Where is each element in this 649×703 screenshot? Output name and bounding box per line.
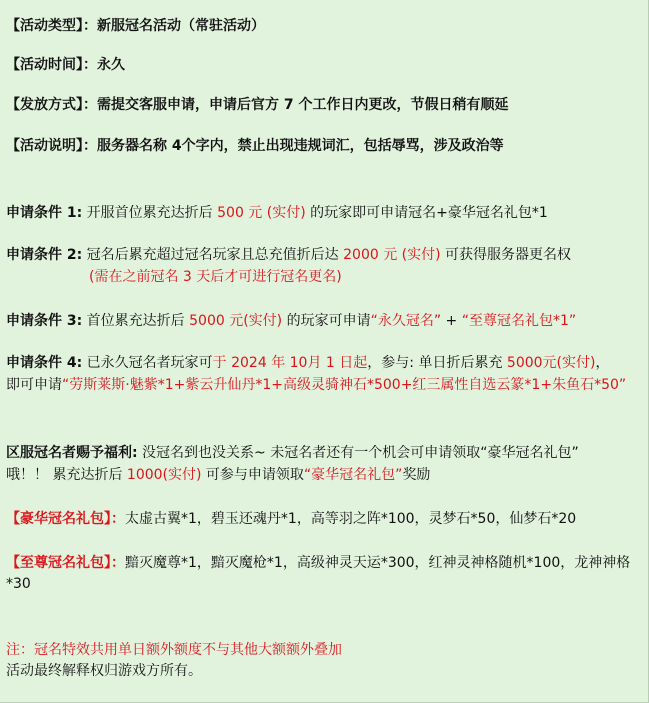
condition-4-cont bbox=[6, 375, 642, 396]
welfare-text-d: 奖励 bbox=[402, 467, 431, 483]
welfare-text-a: 没冠名到也没关系~ 未冠名者还有一个机会可申请领取“豪华冠名礼包” bbox=[137, 445, 579, 461]
final-note: 活动最终解释权归游戏方所有。 bbox=[6, 663, 202, 679]
condition-1 bbox=[6, 203, 642, 224]
condition-4-rewards: “劳斯莱斯·魅紫*1+紫云升仙丹*1+高级灵骑神石*500+红三属性自选云篆*1+朱鱼石*50” bbox=[62, 377, 627, 393]
issue-method-label: 【发放方式】： bbox=[6, 97, 97, 113]
activity-type-value: 新服冠名活动（常驻活动） bbox=[97, 18, 265, 34]
welfare-text-c: 可参与申请领取 bbox=[201, 467, 304, 483]
condition-4-date: 于 2024 年 10月 1 日起 bbox=[212, 355, 368, 371]
condition-4-amount: 5000元(实付) bbox=[506, 355, 596, 371]
condition-4-text-b: ，参与: 单日折后累充 bbox=[367, 355, 507, 371]
condition-2-text-a: 冠名后累充超过冠名玩家且总充值折后达 bbox=[82, 247, 344, 263]
condition-2-label: 申请条件 2: bbox=[6, 247, 83, 263]
welfare-amount: 1000(实付) bbox=[126, 467, 202, 483]
activity-desc-value: 服务器名称 4个字内，禁止出现违规词汇，包括辱骂，涉及政治等 bbox=[97, 138, 504, 154]
condition-3-plus: + bbox=[441, 313, 462, 329]
condition-2-text-b: 可获得服务器更名权 bbox=[440, 247, 572, 263]
luxury-pack-row bbox=[6, 509, 642, 530]
activity-type-label: 【活动类型】： bbox=[6, 18, 97, 34]
condition-3-label: 申请条件 3: bbox=[6, 313, 83, 329]
condition-3-text-a: 首位累充达折后 bbox=[82, 313, 190, 329]
condition-2-note: (需在之前冠名 3 天后才可进行冠名更名) bbox=[89, 269, 342, 285]
condition-4 bbox=[6, 353, 642, 374]
activity-time-value: 永久 bbox=[97, 57, 125, 73]
issue-method-value: 需提交客服申请，申请后官方 7 个工作日内更改，节假日稍有顺延 bbox=[97, 97, 509, 113]
issue-method-row bbox=[6, 95, 642, 116]
condition-3-text-b: 的玩家可申请 bbox=[282, 313, 371, 329]
condition-2 bbox=[6, 245, 642, 266]
welfare-pack-name: “豪华冠名礼包” bbox=[303, 467, 403, 483]
condition-4-text-a: 已永久冠名者玩家可 bbox=[82, 355, 213, 371]
activity-type-row bbox=[6, 16, 642, 37]
welfare-text-b: 哦！！ 累充达折后 bbox=[6, 467, 127, 483]
condition-4-text-c: 即可申请 bbox=[6, 377, 62, 393]
supreme-pack-row bbox=[6, 553, 642, 595]
notice-line: 注：冠名特效共用单日额外额度不与其他大额额外叠加 bbox=[6, 642, 342, 658]
condition-3 bbox=[6, 311, 642, 332]
condition-2-amount: 2000 元 (实付) bbox=[343, 247, 441, 263]
condition-1-text-a: 开服首位累充达折后 bbox=[82, 205, 218, 221]
luxury-pack-items: 太虚古翼*1，碧玉还魂丹*1，高等羽之阵*100，灵梦石*50，仙梦石*20 bbox=[125, 511, 577, 527]
condition-3-permanent: “永久冠名” bbox=[370, 313, 442, 329]
activity-desc-label: 【活动说明】： bbox=[6, 138, 97, 154]
welfare-row bbox=[6, 443, 642, 464]
condition-1-text-b: 的玩家即可申请冠名+豪华冠名礼包*1 bbox=[305, 205, 548, 221]
supreme-pack-items: 黯灭魔尊*1，黯灭魔枪*1，高级神灵天运*300，红神灵神格随机*100，龙神神格*30 bbox=[6, 555, 631, 592]
supreme-pack-label: 【至尊冠名礼包】： bbox=[6, 555, 125, 571]
condition-3-supreme: “至尊冠名礼包*1” bbox=[461, 313, 577, 329]
condition-3-amount: 5000 元(实付) bbox=[189, 313, 283, 329]
condition-4-label: 申请条件 4: bbox=[6, 355, 83, 371]
condition-4-comma: ， bbox=[595, 355, 610, 371]
luxury-pack-label: 【豪华冠名礼包】： bbox=[6, 511, 125, 527]
activity-time-row bbox=[6, 55, 642, 76]
condition-1-label: 申请条件 1: bbox=[6, 205, 83, 221]
activity-time-label: 【活动时间】： bbox=[6, 57, 97, 73]
welfare-row-2 bbox=[6, 465, 642, 486]
activity-desc-row bbox=[6, 136, 642, 157]
welfare-label: 区服冠名者赐予福利: bbox=[6, 445, 138, 461]
condition-1-amount: 500 元 (实付) bbox=[217, 205, 306, 221]
